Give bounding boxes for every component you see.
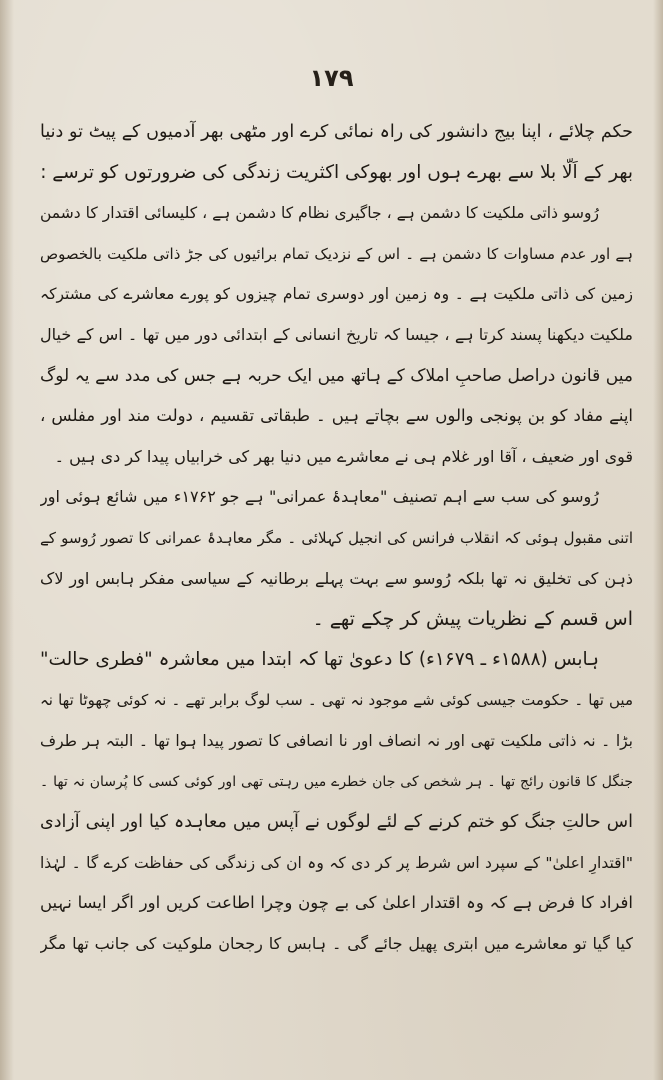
text-line: اس قسم کے نظریات پیش کر چکے تھے ۔ bbox=[312, 608, 633, 631]
text-line: حکم چلائے ، اپنا بیج دانشور کی راہ نمائی کرے اور مٹھی بھر آدمیوں کے پیٹ تو دنیا bbox=[40, 122, 633, 142]
text-line: بھر کے اَلّا بلا سے بھرے ہوں اور بھوکی اکثریت زندگی کی ضرورتوں کو ترسے : bbox=[40, 161, 633, 183]
text-line: اتنی مقبول ہوئی کہ انقلاب فرانس کی انجیل کہلائی ۔ مگر معاہدۂ عمرانی کا تصور رُوسو کے bbox=[40, 528, 633, 547]
text-line: ذہن کی تخلیق نہ تھا بلکہ رُوسو سے بہت پہلے برطانیہ کے سیاسی مفکر ہابس اور لاک bbox=[40, 568, 633, 588]
page-edge-shadow-left bbox=[0, 0, 14, 1080]
text-line: رُوسو کی سب سے اہم تصنیف "معاہدۂ عمرانی" ہے جو ۱۷۶۲ء میں شائع ہوئی اور bbox=[40, 487, 599, 507]
text-line: ہے اور عدم مساوات کا دشمن ہے ۔ اس کے نزدیک تمام برائیوں کی جڑ ذاتی ملکیت بالخصوص bbox=[40, 244, 633, 263]
page-edge-shadow-right bbox=[653, 0, 663, 1080]
text-line: رُوسو ذاتی ملکیت کا دشمن ہے ، جاگیری نظام کا دشمن ہے ، کلیسائی اقتدار کا دشمن bbox=[40, 204, 599, 223]
text-line: جنگل کا قانون رائج تھا ۔ ہر شخص کی جان خطرے میں رہتی تھی اور کوئی کسی کا پُرسان نہ تھا ۔ bbox=[40, 773, 633, 790]
text-line: ملکیت دیکھنا پسند کرتا ہے ، جیسا کہ تاریخ انسانی کے ابتدائی دور میں تھا ۔ اس کے خیال bbox=[40, 324, 633, 344]
text-line: اپنے مفاد کو بن پونجی والوں سے بچاتے ہیں ۔ طبقاتی تقسیم ، دولت مند اور مفلس ، bbox=[40, 406, 633, 426]
body-text bbox=[40, 112, 633, 964]
text-line: بڑا ۔ نہ ذاتی ملکیت تھی اور نہ انصاف اور نا انصافی کا تصور پیدا ہوا تھا ۔ البتہ ہر طرف bbox=[40, 731, 633, 750]
text-line: میں تھا ۔ حکومت جیسی کوئی شے موجود نہ تھی ۔ سب لوگ برابر تھے ۔ نہ کوئی چھوٹا تھا نہ bbox=[40, 691, 633, 710]
text-line: زمین کی ذاتی ملکیت ہے ۔ وہ زمین اور دوسری تمام چیزوں کو پورے معاشرے کی مشترکہ bbox=[40, 285, 633, 304]
text-line: افراد کا فرض ہے کہ وہ اقتدار اعلیٰ کی بے چون وچرا اطاعت کریں اور اگر ایسا نہیں bbox=[40, 893, 633, 913]
page-number: ۱۷۹ bbox=[309, 64, 354, 92]
text-line: میں قانون دراصل صاحبِ املاک کے ہاتھ میں ایک حربہ ہے جس کی مدد سے یہ لوگ bbox=[40, 365, 633, 386]
text-line: قوی اور ضعیف ، آقا اور غلام ہی نے معاشرے میں دنیا بھر کی خرابیاں پیدا کر دی ہیں ۔ bbox=[54, 446, 633, 466]
text-line: اس حالتِ جنگ کو ختم کرنے کے لئے لوگوں نے آپس میں معاہدہ کیا اور اپنی آزادی bbox=[40, 812, 633, 833]
text-line: "اقتدارِ اعلیٰ" کے سپرد اس شرط پر کر دی کہ وہ ان کی زندگی کی حفاظت کرے گا ۔ لہٰذا bbox=[40, 853, 633, 872]
text-line: کیا گیا تو معاشرے میں ابتری پھیل جائے گی ۔ ہابس کا رجحان ملوکیت کی جانب تھا مگر bbox=[40, 933, 633, 953]
text-line: ہابس (۱۵۸۸ء ـ ۱۶۷۹ء) کا دعویٰ تھا کہ ابتدا میں معاشرہ "فطری حالت" bbox=[40, 648, 599, 670]
